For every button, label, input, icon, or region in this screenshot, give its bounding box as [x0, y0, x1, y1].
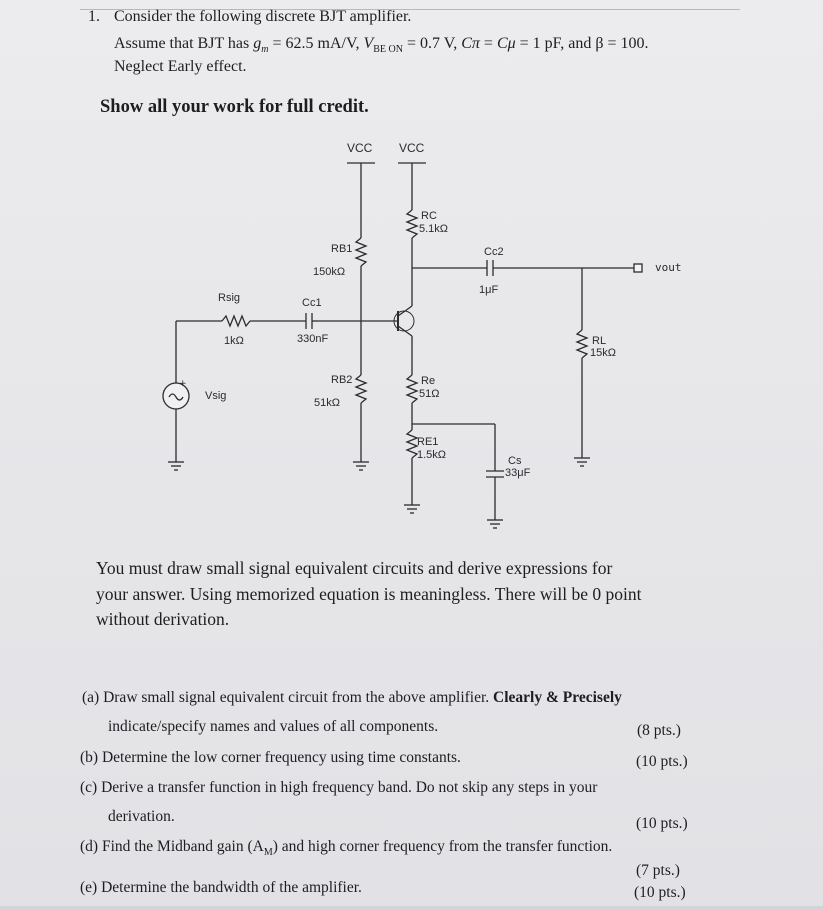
vbe-subscript: BE ON: [373, 44, 403, 56]
re1-value: 1.5kΩ: [417, 449, 447, 461]
part-d-points: (7 pts.): [636, 862, 680, 879]
cpi-symbol: Cπ: [461, 35, 480, 52]
part-a-line-2: indicate/specify names and values of all components.: [108, 718, 439, 735]
ground-symbol-cs: [487, 520, 503, 528]
ground-symbol-vsig: [168, 462, 184, 470]
part-d-text-1: (d) Find the Midband gain (A: [80, 838, 264, 855]
rc-resistor-symbol: [407, 210, 417, 238]
question-line-3: Neglect Early effect.: [114, 58, 247, 75]
rb2-value: 51kΩ: [314, 397, 340, 409]
bottom-edge: [0, 906, 823, 910]
part-d-text-2: ) and high corner frequency from the transfer function.: [272, 838, 613, 855]
part-a-bold: Clearly & Precisely: [493, 689, 622, 706]
re-name: Re: [421, 375, 436, 387]
cc2-name: Cc2: [484, 246, 504, 258]
rl-name: RL: [592, 335, 607, 347]
instructions-line-1: You must draw small signal equivalent circuits and derive expressions for: [96, 558, 613, 578]
line2-tail: = 1 pF, and β = 100.: [515, 35, 649, 52]
part-b-text: (b) Determine the low corner frequency using time constants.: [80, 749, 461, 766]
part-a-text: (a) Draw small signal equivalent circuit from the above amplifier.: [82, 689, 490, 706]
rsig-resistor-symbol: [222, 316, 250, 326]
re1-resistor-symbol: [407, 430, 417, 458]
gm-subscript: m: [261, 44, 269, 56]
rl-resistor-symbol: [577, 330, 587, 358]
re1-name: RE1: [417, 436, 439, 448]
rb1-resistor-symbol: [356, 238, 366, 266]
line2-mid2: = 0.7 V,: [402, 35, 462, 52]
ground-symbol-rl: [574, 458, 590, 466]
cs-name: Cs: [508, 455, 522, 467]
question-number: 1.: [88, 8, 100, 25]
part-e-points: (10 pts.): [634, 884, 686, 901]
vout-terminal: [634, 264, 642, 272]
vsig-plus-sign: +: [179, 379, 187, 389]
part-a-points: (8 pts.): [637, 722, 681, 739]
cc2-value: 1μF: [479, 284, 499, 296]
rsig-value: 1kΩ: [224, 335, 244, 347]
re-resistor-symbol: [407, 375, 417, 403]
rc-name: RC: [421, 210, 437, 222]
equals-sign: =: [479, 35, 497, 52]
bjt-collector-lead: [398, 306, 412, 316]
part-c-line-1: (c) Derive a transfer function in high frequency band. Do not skip any steps in your: [80, 779, 598, 796]
show-work-heading: Show all your work for full credit.: [100, 97, 369, 117]
line2-prefix: Assume that BJT has: [114, 35, 254, 52]
ground-symbol-rb2: [353, 462, 369, 470]
part-d-subscript: M: [263, 847, 273, 859]
bjt-emitter-lead: [398, 326, 412, 336]
vsig-name: Vsig: [205, 390, 227, 402]
gm-symbol: g: [253, 35, 262, 52]
instructions-line-2: your answer. Using memorized equation is meaningless. There will be 0 point: [96, 584, 642, 604]
cc1-name: Cc1: [302, 297, 322, 309]
line2-mid: = 62.5 mA/V,: [268, 35, 364, 52]
question-line-1: Consider the following discrete BJT amplifier.: [114, 8, 412, 25]
cmu-symbol: Cμ: [496, 35, 516, 52]
cc1-value: 330nF: [297, 333, 329, 345]
part-d-line: [80, 838, 612, 858]
rsig-name: Rsig: [218, 292, 241, 304]
rc-value: 5.1kΩ: [419, 223, 449, 235]
part-c-points: (10 pts.): [636, 815, 688, 832]
rb1-value: 150kΩ: [313, 266, 346, 278]
cs-value: 33μF: [505, 467, 531, 479]
rl-value: 15kΩ: [590, 347, 616, 359]
part-a-line-1: [82, 689, 622, 707]
rb2-name: RB2: [331, 374, 353, 386]
rb2-resistor-symbol: [356, 375, 366, 403]
rb1-name: RB1: [331, 243, 353, 255]
re-value: 51Ω: [419, 388, 440, 400]
vcc1-label: VCC: [347, 141, 373, 155]
vbe-symbol: V: [363, 35, 374, 52]
part-b-points: (10 pts.): [636, 753, 688, 770]
vout-label: vout: [655, 261, 682, 274]
instructions-line-3: without derivation.: [96, 609, 230, 629]
part-c-line-2: derivation.: [108, 808, 175, 825]
ground-symbol-re1: [404, 505, 420, 513]
vcc2-label: VCC: [399, 141, 425, 155]
part-e-text: (e) Determine the bandwidth of the amplifier.: [80, 879, 362, 896]
